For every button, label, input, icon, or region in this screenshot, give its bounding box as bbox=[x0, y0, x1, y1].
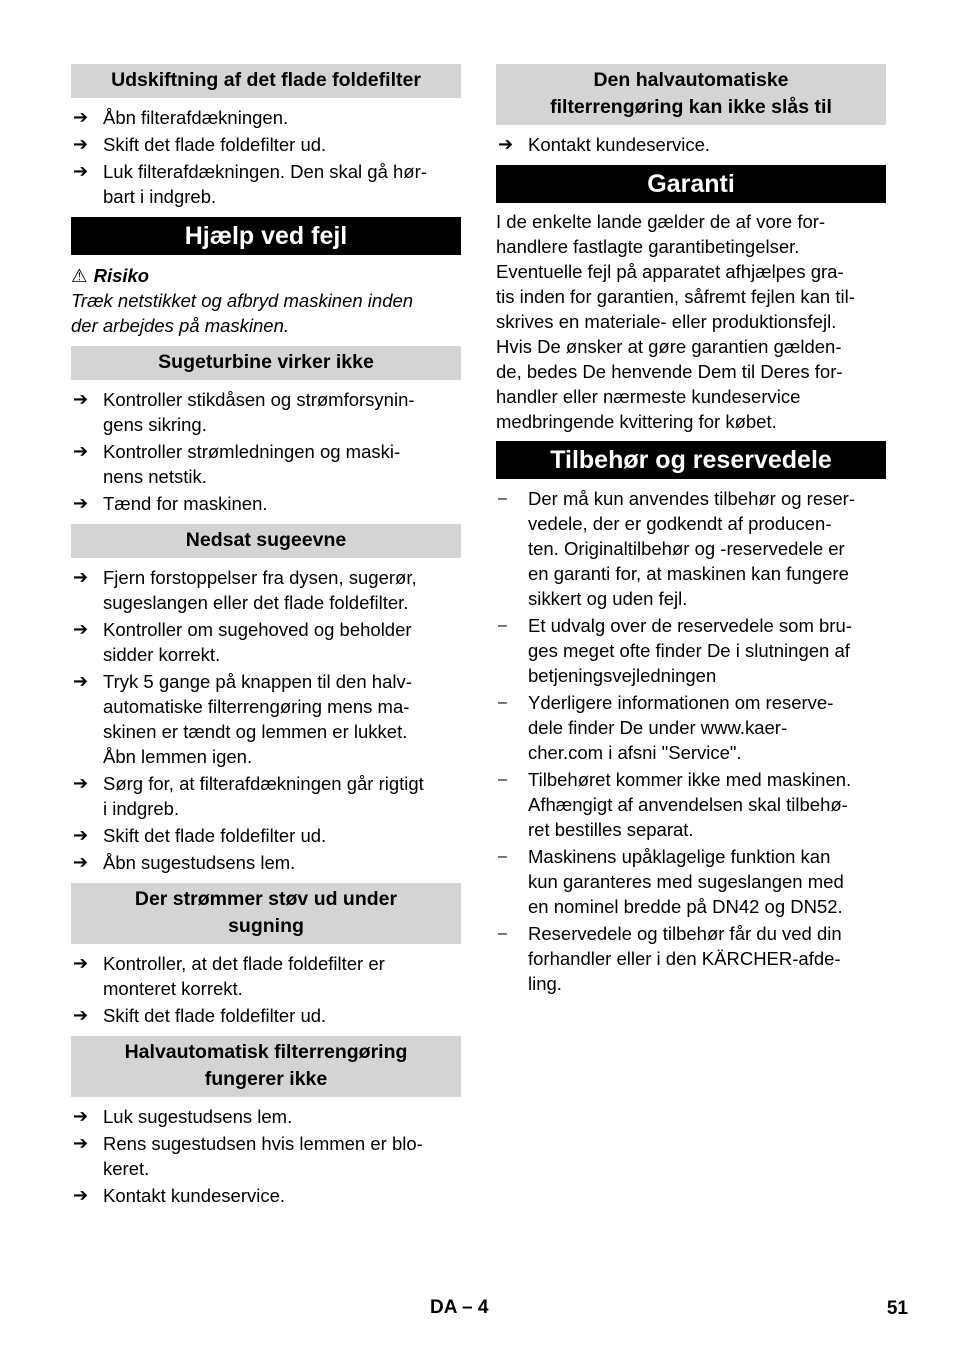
arrow-right-icon: ➔ bbox=[73, 1005, 89, 1025]
arrow-right-icon: ➔ bbox=[73, 441, 89, 461]
section-heading-reduced-suction: Nedsat sugeevne bbox=[71, 524, 461, 558]
arrow-right-icon: ➔ bbox=[73, 773, 89, 793]
list-item: ➔ Tænd for maskinen. bbox=[73, 493, 268, 514]
dash-bullet-icon: – bbox=[498, 694, 507, 711]
dust-escape-steps bbox=[71, 951, 461, 1028]
dash-bullet-icon: – bbox=[498, 617, 507, 634]
list-item: ➔ Rens sugestudsen hvis lemmen er blo- keret. bbox=[73, 1133, 423, 1179]
arrow-right-icon: ➔ bbox=[73, 852, 89, 872]
dash-bullet-icon: – bbox=[498, 771, 507, 788]
right-column bbox=[496, 64, 886, 998]
arrow-right-icon: ➔ bbox=[73, 389, 89, 409]
list-item: ➔ Kontakt kundeservice. bbox=[498, 134, 711, 155]
list-item: ➔ Skift det flade foldefilter ud. bbox=[73, 1005, 327, 1026]
accessories-list bbox=[496, 486, 886, 996]
list-item: – Et udvalg over de reservedele som bru- ges meget ofte finder De i slutningen af betjeningsvejledningen bbox=[498, 615, 852, 686]
list-item: ➔ Kontroller om sugehoved og beholder sidder korrekt. bbox=[73, 619, 412, 665]
list-item: ➔ Skift det flade foldefilter ud. bbox=[73, 134, 327, 155]
dash-bullet-icon: – bbox=[498, 925, 507, 942]
semi-auto-off-steps bbox=[496, 132, 886, 157]
list-item: – Der må kun anvendes tilbehør og reser- vedele, der er godkendt af producen- ten. Originaltilbehør og -reservedele er en garanti for, at maskinen kan fungere sikkert og uden fejl. bbox=[498, 488, 855, 609]
list-item: ➔ Luk filterafdækningen. Den skal gå hør- bart i indgreb. bbox=[73, 161, 427, 207]
main-heading-warranty: Garanti bbox=[496, 165, 886, 203]
warning-triangle-icon: ⚠ bbox=[71, 265, 88, 286]
list-item: ➔ Fjern forstoppelser fra dysen, sugerør, sugeslangen eller det flade foldefilter. bbox=[73, 567, 417, 613]
warning-label: ⚠ Risiko bbox=[71, 265, 150, 286]
list-item: ➔ Åbn sugestudsens lem. bbox=[73, 852, 296, 873]
arrow-right-icon: ➔ bbox=[73, 671, 89, 691]
list-item: ➔ Sørg for, at filterafdækningen går rigtigt i indgreb. bbox=[73, 773, 424, 819]
list-item: ➔ Kontakt kundeservice. bbox=[73, 1185, 286, 1206]
list-item: ➔ Kontroller strømledningen og maski- nens netstik. bbox=[73, 441, 401, 487]
left-column bbox=[71, 64, 461, 1210]
list-item: ➔ Kontroller, at det flade foldefilter er monteret korrekt. bbox=[73, 953, 385, 999]
arrow-right-icon: ➔ bbox=[73, 567, 89, 587]
list-item: ➔ Luk sugestudsens lem. bbox=[73, 1106, 293, 1127]
list-item: ➔ Tryk 5 gange på knappen til den halv- automatiske filterrengøring mens ma- skinen er tændt og lemmen er lukket. Åbn lemmen igen. bbox=[73, 671, 412, 767]
arrow-right-icon: ➔ bbox=[73, 107, 89, 127]
section-heading-dust-escape: Der strømmer støv ud under sugning bbox=[71, 883, 461, 944]
arrow-right-icon: ➔ bbox=[73, 825, 89, 845]
arrow-right-icon: ➔ bbox=[73, 1133, 89, 1153]
list-item: ➔ Åbn filterafdækningen. bbox=[73, 107, 289, 128]
arrow-right-icon: ➔ bbox=[73, 1185, 89, 1205]
section-heading-suction-turbine: Sugeturbine virker ikke bbox=[71, 346, 461, 380]
main-heading-troubleshooting: Hjælp ved fejl bbox=[71, 217, 461, 255]
suction-turbine-steps bbox=[71, 387, 461, 516]
filter-replacement-steps bbox=[71, 105, 461, 209]
list-item: – Yderligere informationen om reserve- dele finder De under www.kaer- cher.com i afsni "Service". bbox=[498, 692, 834, 763]
arrow-right-icon: ➔ bbox=[73, 493, 89, 513]
list-item: – Maskinens upåklagelige funktion kan kun garanteres med sugeslangen med en nominel bredde på DN42 og DN52. bbox=[498, 846, 844, 917]
arrow-right-icon: ➔ bbox=[73, 1106, 89, 1126]
section-heading-semi-auto-off: Den halvautomatiske filterrengøring kan ikke slås til bbox=[496, 64, 886, 125]
arrow-right-icon: ➔ bbox=[73, 134, 89, 154]
arrow-right-icon: ➔ bbox=[73, 161, 89, 181]
arrow-right-icon: ➔ bbox=[73, 953, 89, 973]
semi-auto-cleaning-steps bbox=[71, 1104, 461, 1208]
dash-bullet-icon: – bbox=[498, 490, 507, 507]
warning-text: Træk netstikket og afbryd maskinen inden der arbejdes på maskinen. bbox=[71, 290, 414, 336]
dash-bullet-icon: – bbox=[498, 848, 507, 865]
list-item: – Reservedele og tilbehør får du ved din forhandler eller i den KÄRCHER-afde- ling. bbox=[498, 923, 842, 994]
arrow-right-icon: ➔ bbox=[73, 619, 89, 639]
main-heading-accessories: Tilbehør og reservedele bbox=[496, 441, 886, 479]
page-number: 51 bbox=[886, 1298, 908, 1319]
list-item: ➔ Skift det flade foldefilter ud. bbox=[73, 825, 327, 846]
list-item: – Tilbehøret kommer ikke med maskinen. Afhængigt af anvendelsen skal tilbehø- ret bestilles separat. bbox=[498, 769, 852, 840]
warranty-text: I de enkelte lande gælder de af vore for- handlere fastlagte garantibetingelser. Eventuelle fejl på apparatet afhjælpes gra- tis inden for garantien, såfremt fejlen kan til- skrives en materiale- eller produktionsfejl. Hvis De ønsker at gøre garantien gælden- de, bedes De henvende Dem til Deres for- handler eller nærmeste kundeservice medbringende kvittering for købet. bbox=[496, 211, 855, 432]
arrow-right-icon: ➔ bbox=[498, 134, 514, 154]
footer-language-code: DA – 4 bbox=[430, 1297, 489, 1318]
section-heading-filter-replacement: Udskiftning af det flade foldefilter bbox=[71, 64, 461, 98]
list-item: ➔ Kontroller stikdåsen og strømforsynin- gens sikring. bbox=[73, 389, 415, 435]
section-heading-semi-auto-cleaning: Halvautomatisk filterrengøring fungerer ikke bbox=[71, 1036, 461, 1097]
reduced-suction-steps bbox=[71, 565, 461, 875]
